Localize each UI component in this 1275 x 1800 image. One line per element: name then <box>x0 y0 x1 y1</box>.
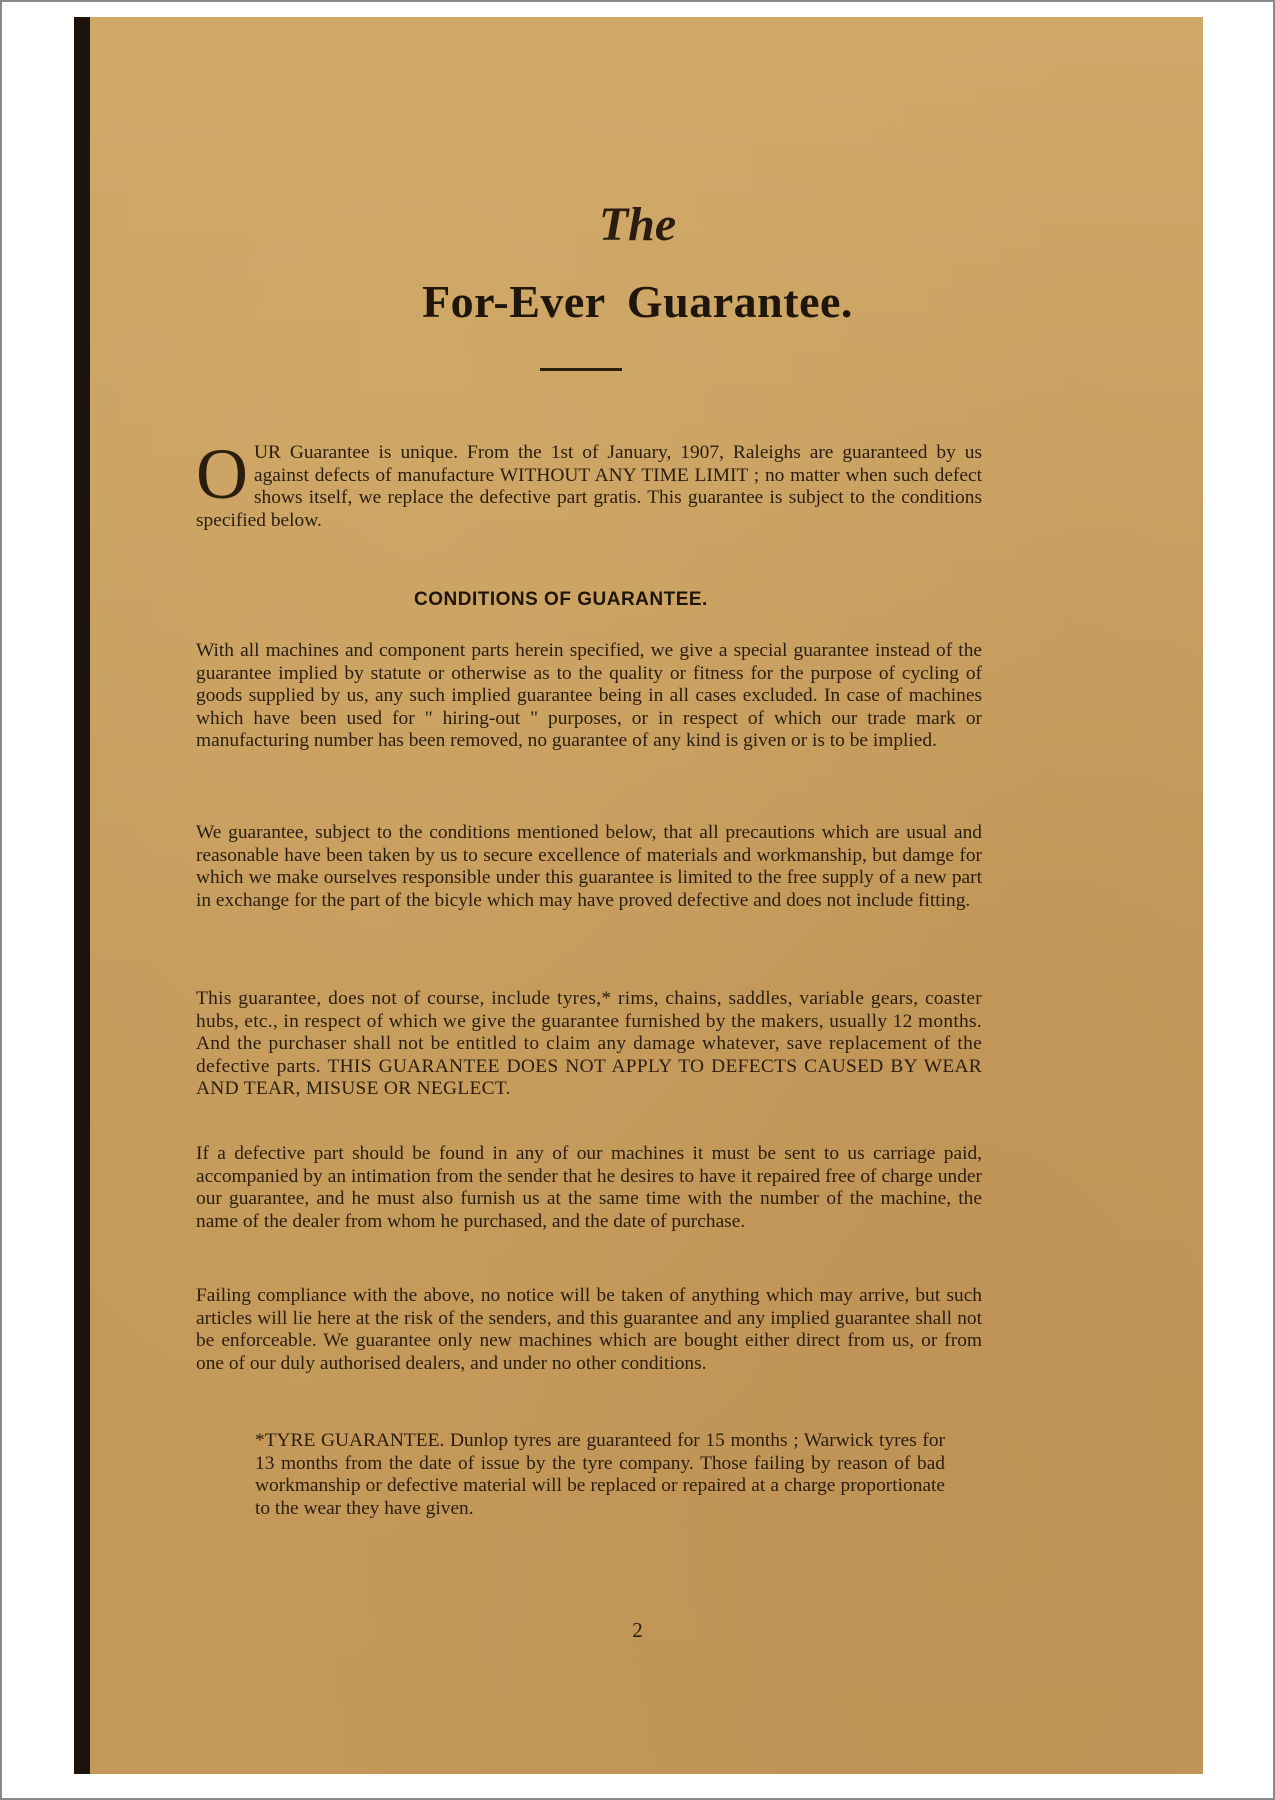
conditions-heading: CONDITIONS OF GUARANTEE. <box>414 589 708 610</box>
title-divider <box>540 368 622 371</box>
paragraph-special-guarantee: With all machines and component parts herein specified, we give a special guarantee instead of the guarantee implied by statute or otherwise as to the quality or fitness for the purpose of cycling of goods supplied by us, any such implied guarantee being in all cases excluded. In case of machines which have been used for " hiring-out " purposes, or in respect of which our trade mark or manufacturing number has been removed, no guarantee of any kind is given or is to be implied. <box>196 640 982 751</box>
paragraph-materials: We guarantee, subject to the conditions mentioned below, that all precautions which are usual and reasonable have been taken by us to secure excellence of materials and workmanship, but damge for which we make ourselves responsible under this guarantee is limited to the free supply of a new part in exchange for the part of the bicyle which may have proved defective and does not include fitting. <box>196 822 982 911</box>
paragraph-defective-parts: If a defective part should be found in any of our machines it must be sent to us carriage paid, accompanied by an intimation from the sender that he desires to have it repaired free of charge under our guarantee, and he must also furnish us at the same time with the number of the machine, the name of the dealer from whom he purchased, and the date of purchase. <box>196 1143 982 1232</box>
paragraph-exclusions: This guarantee, does not of course, include tyres,* rims, chains, saddles, variable gears, coaster hubs, etc., in respect of which we give the guarantee furnished by the makers, usually 12 months. And the purchaser shall not be entitled to claim any damage whatever, save replacement of the defective parts. THIS GUARANTEE DOES NOT APPLY TO DEFECTS CAUSED BY WEAR AND TEAR, MISUSE OR NEGLECT. <box>196 988 982 1099</box>
page-number: 2 <box>632 1618 643 1642</box>
intro-paragraph <box>196 434 982 532</box>
paragraph-compliance: Failing compliance with the above, no notice will be taken of anything which may arrive, but such articles will lie here at the risk of the senders, and this guarantee and any implied guarantee shall not be enforceable. We guarantee only new machines which are bought either direct from us, or from one of our duly authorised dealers, and under no other conditions. <box>196 1285 982 1374</box>
page-title: For-Ever Guarantee. <box>422 276 853 327</box>
tyre-guarantee-note: *TYRE GUARANTEE. Dunlop tyres are guaranteed for 15 months ; Warwick tyres for 13 months from the date of issue by the tyre company. Those failing by reason of bad workmanship or defective material will be replaced or repaired at a charge proportionate to the wear they have given. <box>255 1430 945 1519</box>
drop-cap: O <box>196 434 248 514</box>
intro-text: UR Guarantee is unique. From the 1st of January, 1907, Raleighs are guaranteed by us against defects of manufacture WITHOUT ANY TIME LIMIT ; no matter when such defect shows itself, we replace the defective part gratis. This guarantee is subject to the conditions specified below. <box>196 442 982 531</box>
title-the: The <box>598 198 677 251</box>
